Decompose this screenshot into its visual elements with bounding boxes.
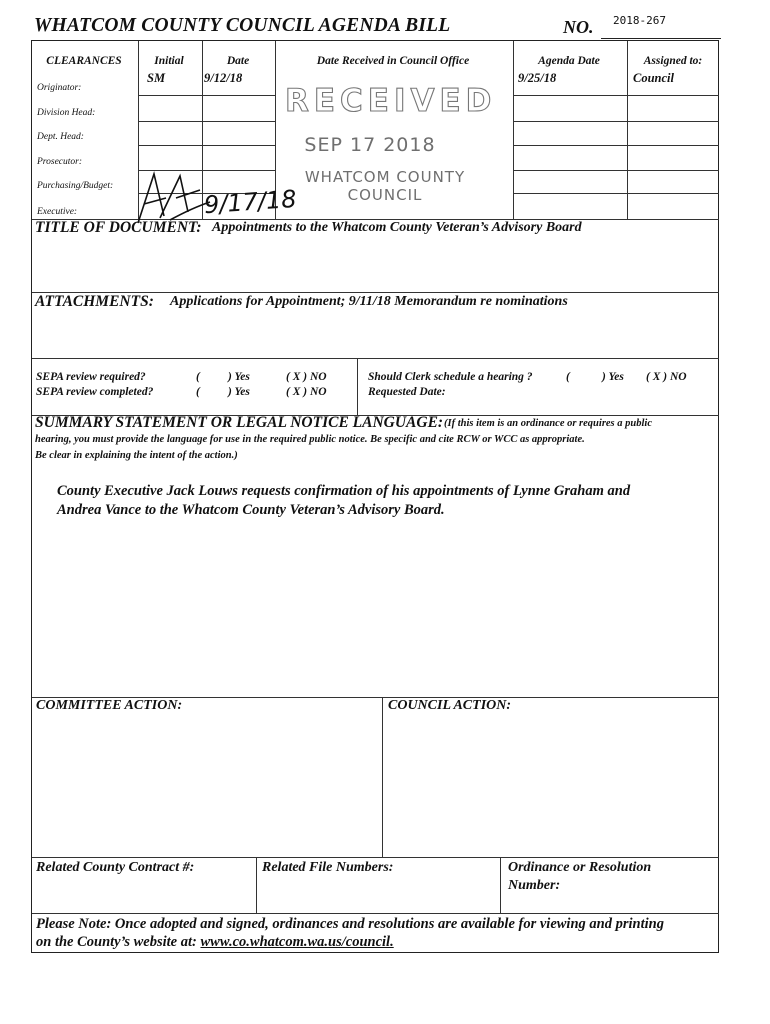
related-file-numbers-label: Related File Numbers: (262, 860, 394, 875)
section-divider (357, 358, 358, 415)
col-date: Date (226, 55, 250, 67)
section-divider (500, 857, 501, 913)
executive-sign-date: 9/17/18 (203, 184, 298, 220)
grid-line (513, 121, 719, 122)
grid-line (513, 145, 719, 146)
title-of-document-label: TITLE OF DOCUMENT: (35, 219, 202, 236)
grid-line (138, 145, 275, 146)
hearing-yes: ) Yes (602, 371, 624, 383)
council-website-link[interactable]: www.co.whatcom.wa.us/council. (200, 934, 394, 950)
row-division-head: Division Head: (37, 108, 96, 118)
grid-line (513, 193, 719, 194)
requested-date-label: Requested Date: (368, 386, 446, 398)
originator-date: 9/12/18 (204, 71, 243, 85)
grid-line (627, 41, 628, 219)
received-stamp-county: WHATCOM COUNTY (304, 168, 466, 186)
hearing-no: ( X ) NO (646, 371, 687, 383)
ordinance-resolution-number-label: Number: (508, 878, 561, 893)
row-originator: Originator: (37, 83, 82, 93)
sepa-required-yes-paren: ( (196, 371, 200, 383)
col-date-received: Date Received in Council Office (316, 55, 470, 67)
summary-body-2: Andrea Vance to the Whatcom County Veteran’s Advisory Board. (57, 502, 445, 518)
sepa-completed-label: SEPA review completed? (36, 386, 154, 398)
council-action-label: COUNCIL ACTION: (388, 698, 512, 713)
grid-line (513, 41, 514, 219)
attachments-label: ATTACHMENTS: (35, 293, 154, 310)
hearing-yes-paren: ( (566, 371, 570, 383)
sepa-completed-yes-paren: ( (196, 386, 200, 398)
section-divider (256, 857, 257, 913)
form-title: WHATCOM COUNTY COUNCIL AGENDA BILL (34, 15, 451, 36)
section-divider (382, 697, 383, 857)
row-executive: Executive: (37, 207, 78, 217)
col-assigned-to: Assigned to: (643, 55, 703, 67)
bill-number-line (601, 38, 721, 39)
grid-line (138, 95, 275, 96)
section-divider (32, 358, 719, 359)
originator-initial: SM (147, 71, 166, 85)
note-line-2 (36, 933, 394, 951)
summary-body-1: County Executive Jack Louws requests confirmation of his appointments of Lynne Graham and (57, 483, 631, 499)
sepa-required-no: ( X ) NO (286, 371, 327, 383)
sepa-completed-no: ( X ) NO (286, 386, 327, 398)
summary-instructions-1: (If this item is an ordinance or requires a public (444, 418, 652, 429)
col-agenda-date: Agenda Date (538, 55, 600, 67)
grid-line (513, 170, 719, 171)
sepa-completed-yes: ) Yes (228, 386, 250, 398)
sepa-required-yes: ) Yes (228, 371, 250, 383)
col-initial: Initial (154, 55, 184, 67)
grid-line (138, 121, 275, 122)
ordinance-resolution-label: Ordinance or Resolution (508, 860, 652, 875)
attachments-value: Applications for Appointment; 9/11/18 Memorandum re nominations (170, 294, 568, 309)
row-prosecutor: Prosecutor: (37, 157, 83, 167)
note-line-2-prefix: on the County’s website at: (36, 934, 201, 950)
received-stamp-date: SEP 17 2018 (304, 134, 436, 156)
agenda-date-value: 9/25/18 (518, 71, 557, 85)
received-stamp-council: COUNCIL (347, 186, 423, 204)
assigned-to-value: Council (633, 71, 674, 85)
grid-line (513, 95, 719, 96)
title-of-document-value: Appointments to the Whatcom County Veteran’s Advisory Board (212, 220, 582, 235)
sepa-required-label: SEPA review required? (36, 371, 146, 383)
summary-label: SUMMARY STATEMENT OR LEGAL NOTICE LANGUAGE: (35, 414, 444, 431)
summary-instructions-2: hearing, you must provide the language for use in the required public notice. Be specific and cite RCW or WCC as appropriate. (35, 434, 585, 445)
hearing-question: Should Clerk schedule a hearing ? (368, 371, 533, 383)
section-divider (32, 857, 719, 858)
received-stamp-word: RECEIVED (285, 83, 497, 119)
committee-action-label: COMMITTEE ACTION: (36, 698, 183, 713)
related-contract-label: Related County Contract #: (36, 860, 195, 875)
section-divider (32, 913, 719, 914)
summary-instructions-3: Be clear in explaining the intent of the action.) (35, 450, 238, 461)
note-line-1: Please Note: Once adopted and signed, ordinances and resolutions are available for viewing and printing (36, 916, 664, 932)
bill-number-value: 2018-267 (613, 14, 666, 27)
row-dept-head: Dept. Head: (37, 132, 84, 142)
bill-number-label: NO. (563, 17, 594, 37)
row-purchasing-budget: Purchasing/Budget: (37, 181, 114, 191)
col-clearances: CLEARANCES (46, 55, 122, 67)
